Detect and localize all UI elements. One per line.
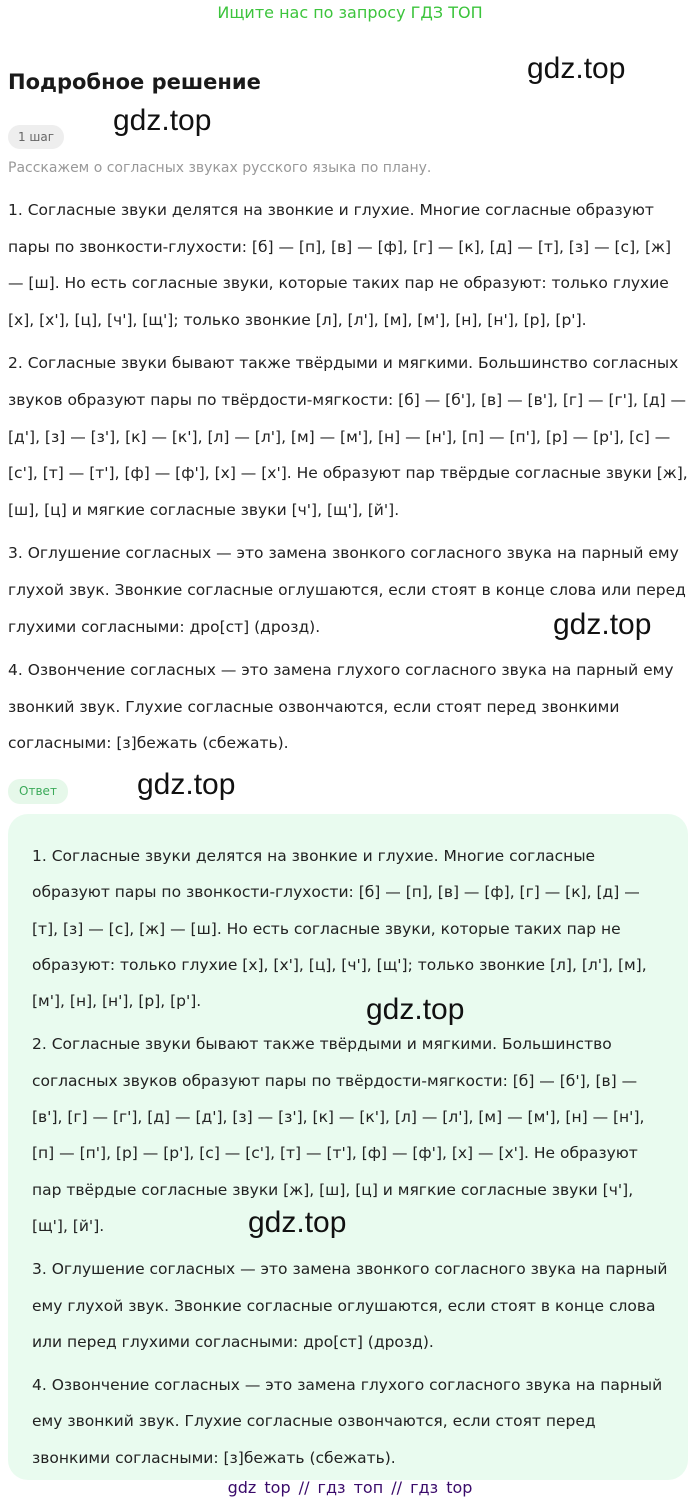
solution-paragraph-4: 4. Озвончение согласных — это замена глухого согласного звука на парный ему звонкий звук. Глухие согласные озвончаются, если стоят перед звонкими согласными: [з]бежать (сбежать). [8,661,674,753]
watermark: gdz.top [113,104,212,137]
watermark: gdz.top [137,768,236,801]
answer-box [8,814,688,1480]
footer-text: gdz top // гдз топ // гдз top [227,1478,473,1497]
answer-paragraph-1: 1. Согласные звуки делятся на звонкие и глухие. Многие согласные образуют пары по звонкости-глухости: [б] — [п], [в] — [ф], [г] — [к], [д] — [т], [з] — [с], [ж] — [ш]. Но есть согласные звуки, которые таких пар не образуют: только глухие [х], [х'], [ц], [ч'], [щ']; только звонкие [л], [л'], [м], [м'], [н], [н'], [р], [р']. [32,847,647,1011]
page-title: Подробное решение [8,70,261,94]
solution-paragraph-3: 3. Оглушение согласных — это замена звонкого согласного звука на парный ему глухой звук. Звонкие согласные оглушаются, если стоят в конце слова или перед глухими согласными: дро[ст] (дрозд). [8,544,686,636]
answer-paragraph-4: 4. Озвончение согласных — это замена глухого согласного звука на парный ему звонкий звук. Глухие согласные озвончаются, если стоят перед звонкими согласными: [з]бежать (сбежать). [32,1376,663,1467]
watermark: gdz.top [366,993,465,1026]
watermark: gdz.top [527,52,626,85]
answer-paragraph-2: 2. Согласные звуки бывают также твёрдыми и мягкими. Большинство согласных звуков образуют пары по твёрдости-мягкости: [б] — [б'], [в] — [в'], [г] — [г'], [д] — [д'], [з] — [з'], [к] — [к'], [л] — [л'], [м] — [м'], [н] — [н'], [п] — [п'], [р] — [р'], [с] — [с'], [т] — [т'], [ф] — [ф'], [х] — [х']. Не образуют пар твёрдые согласные звуки [ж], [ш], [ц] и мягкие согласные звуки [ч'], [щ'], [й']. [32,1035,645,1235]
watermark: gdz.top [553,608,652,641]
solution-paragraph-1: 1. Согласные звуки делятся на звонкие и глухие. Многие согласные образуют пары по звонкости-глухости: [б] — [п], [в] — [ф], [г] — [к], [д] — [т], [з] — [с], [ж] — [ш]. Но есть согласные звуки, которые таких пар не образуют: только глухие [х], [х'], [ц], [ч'], [щ']; только звонкие [л], [л'], [м], [м'], [н], [н'], [р], [р']. [8,201,672,329]
answer-badge: Ответ [8,779,68,804]
answer-paragraph-3: 3. Оглушение согласных — это замена звонкого согласного звука на парный ему глухой звук. Звонкие согласные оглушаются, если стоят в конце слова или перед глухими согласными: дро[ст] (дрозд). [32,1260,668,1351]
answer-content [32,838,668,1483]
watermark: gdz.top [248,1206,347,1239]
solution-section [8,192,688,769]
step-badge: 1 шаг [8,125,64,149]
top-banner: Ищите нас по запросу ГДЗ ТОП [217,3,483,22]
solution-paragraph-2: 2. Согласные звуки бывают также твёрдыми и мягкими. Большинство согласных звуков образуют пары по твёрдости-мягкости: [б] — [б'], [в] — [в'], [г] — [г'], [д] — [д'], [з] — [з'], [к] — [к'], [л] — [л'], [м] — [м'], [н] — [н'], [п] — [п'], [р] — [р'], [с] — [с'], [т] — [т'], [ф] — [ф'], [х] — [х']. Не образуют пар твёрдые согласные звуки [ж], [ш], [ц] и мягкие согласные звуки [ч'], [щ'], [й']. [8,354,688,519]
intro-text: Расскажем о согласных звуках русского языка по плану. [8,160,432,176]
